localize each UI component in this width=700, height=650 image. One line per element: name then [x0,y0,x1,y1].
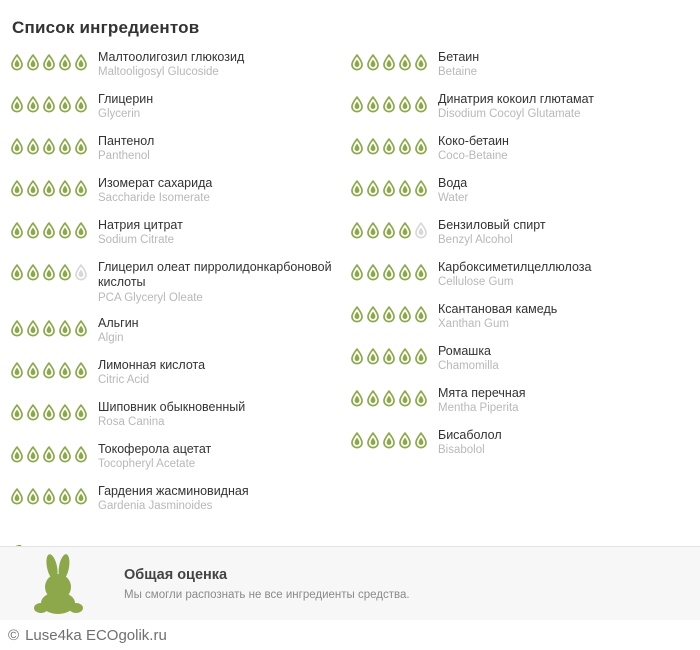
score-text-group [120,567,410,601]
drop-filled-icon [26,362,40,379]
ingredient-row [350,50,700,92]
ingredient-names [82,218,183,247]
drop-filled-icon [366,96,380,113]
drop-filled-icon [10,446,24,463]
ingredient-name-en: Disodium Cocoyl Glutamate [438,108,581,121]
bunny-icon [0,553,120,615]
rating-drops [350,134,422,155]
drop-filled-icon [10,488,24,505]
drop-filled-icon [382,54,396,71]
ingredient-name-ru[interactable]: Пантенол [98,134,155,148]
ingredient-row [10,260,350,316]
ingredient-name-ru[interactable]: Динатрия кокоил глютамат [438,92,595,106]
drop-filled-icon [10,222,24,239]
rating-drops [10,50,82,71]
drop-filled-icon [398,390,412,407]
drop-filled-icon [350,54,364,71]
drop-filled-icon [382,390,396,407]
ingredient-name-ru[interactable]: Альгин [98,316,139,330]
ingredient-names [82,442,211,471]
ingredient-names [82,484,249,513]
drop-filled-icon [58,180,72,197]
drop-filled-icon [74,222,88,239]
rating-drops [10,484,82,505]
ingredient-name-ru[interactable]: Мята перечная [438,386,526,400]
drop-filled-icon [58,96,72,113]
ingredient-name-ru[interactable]: Гардения жасминовидная [98,484,249,498]
ingredient-name-en: Saccharide Isomerate [98,192,210,205]
drop-filled-icon [398,96,412,113]
drop-filled-icon [350,96,364,113]
drop-filled-icon [42,54,56,71]
drop-filled-icon [398,54,412,71]
rating-drops [10,316,82,337]
drop-filled-icon [74,54,88,71]
drop-filled-icon [58,362,72,379]
rating-drops [10,134,82,155]
drop-filled-icon [350,264,364,281]
drop-filled-icon [74,488,88,505]
drop-filled-icon [366,264,380,281]
drop-filled-icon [382,138,396,155]
ingredients-column-left [0,50,350,526]
ingredient-name-ru[interactable]: Изомерат сахарида [98,176,213,190]
drop-filled-icon [366,138,380,155]
drop-filled-icon [414,348,428,365]
ingredient-names [422,218,546,247]
ingredient-name-ru[interactable]: Лимонная кислота [98,358,206,372]
drop-filled-icon [42,222,56,239]
drop-filled-icon [398,222,412,239]
ingredient-name-en: Bisabolol [438,444,485,457]
ingredient-names [422,176,468,205]
drop-filled-icon [74,362,88,379]
drop-filled-icon [414,432,428,449]
drop-filled-icon [350,390,364,407]
ingredient-row [10,358,350,400]
drop-filled-icon [74,96,88,113]
drop-filled-icon [58,264,72,281]
ingredient-names [422,302,557,331]
ingredient-name-en: Xanthan Gum [438,318,509,331]
drop-filled-icon [10,404,24,421]
drop-filled-icon [414,390,428,407]
ingredient-row [350,386,700,428]
ingredient-name-en: Sodium Citrate [98,234,175,247]
drop-filled-icon [10,180,24,197]
ingredient-name-en: PCA Glyceryl Oleate [98,291,203,304]
drop-filled-icon [382,264,396,281]
drop-filled-icon [350,432,364,449]
drop-filled-icon [58,446,72,463]
ingredient-name-en: Coco-Betaine [438,150,508,163]
rating-drops [350,92,422,113]
drop-filled-icon [414,180,428,197]
rating-drops [350,260,422,281]
drop-filled-icon [350,306,364,323]
drop-filled-icon [10,96,24,113]
ingredient-names [422,260,591,289]
ingredient-row [350,428,700,470]
drop-filled-icon [350,222,364,239]
ingredient-name-ru[interactable]: Малтоолигозил глюкозид [98,50,245,64]
ingredient-names [82,316,139,345]
rating-drops [10,442,82,463]
ingredient-name-ru[interactable]: Натрия цитрат [98,218,183,232]
ingredient-name-en: Water [438,192,469,205]
ingredient-row [10,218,350,260]
drop-filled-icon [74,138,88,155]
drop-filled-icon [42,180,56,197]
rating-drops [350,386,422,407]
ingredient-row [350,176,700,218]
rating-drops [350,218,422,239]
ingredient-name-en: Maltooligosyl Glucoside [98,66,219,79]
drop-filled-icon [74,320,88,337]
drop-filled-icon [26,96,40,113]
drop-filled-icon [10,264,24,281]
drop-filled-icon [366,54,380,71]
drop-filled-icon [382,306,396,323]
ingredient-name-en: Rosa Canina [98,416,165,429]
ingredient-names [422,344,499,373]
ingredient-name-ru[interactable]: Токоферола ацетат [98,442,212,456]
ingredient-row [10,316,350,358]
ingredient-names [422,428,502,457]
drop-filled-icon [26,180,40,197]
drop-filled-icon [26,488,40,505]
drop-filled-icon [42,320,56,337]
ingredient-row [350,344,700,386]
ingredient-name-en: Citric Acid [98,374,150,387]
drop-filled-icon [10,362,24,379]
ingredient-name-en: Mentha Piperita [438,402,519,415]
drop-filled-icon [350,138,364,155]
drop-filled-icon [398,180,412,197]
drop-empty-icon [74,264,88,281]
ingredient-name-ru[interactable]: Карбоксиметилцеллюлоза [438,260,592,274]
ingredient-names [82,134,154,163]
drop-filled-icon [74,180,88,197]
rating-drops [10,218,82,239]
ingredient-row [350,92,700,134]
rating-drops [10,176,82,197]
drop-filled-icon [42,362,56,379]
ingredient-name-en: Gardenia Jasminoides [98,500,213,513]
overall-score-block [0,547,700,620]
drop-filled-icon [58,404,72,421]
drop-filled-icon [26,446,40,463]
rating-drops [350,428,422,449]
ingredients-column-right [350,50,700,526]
ingredient-names [422,50,479,79]
ingredient-row [10,92,350,134]
drop-filled-icon [26,404,40,421]
ingredient-names [82,176,212,205]
drop-filled-icon [26,54,40,71]
drop-filled-icon [414,306,428,323]
drop-filled-icon [42,264,56,281]
ingredient-name-en: Benzyl Alcohol [438,234,513,247]
drop-filled-icon [366,432,380,449]
ingredient-row [10,176,350,218]
ingredient-name-ru[interactable]: Ксантановая камедь [438,302,558,316]
ingredient-name-ru[interactable]: Шиповник обыкновенный [98,400,246,414]
drop-filled-icon [26,320,40,337]
drop-filled-icon [398,348,412,365]
ingredient-name-ru[interactable]: Бетаин [438,50,480,64]
drop-filled-icon [366,180,380,197]
score-subtitle: Мы смогли распознать не все ингредиенты средства. [124,588,410,601]
score-title: Общая оценка [124,566,228,583]
drop-filled-icon [350,348,364,365]
ingredient-row [10,484,350,526]
drop-filled-icon [58,138,72,155]
rating-drops [350,176,422,197]
drop-filled-icon [382,96,396,113]
drop-filled-icon [414,54,428,71]
ingredient-row [350,218,700,260]
rating-drops [350,302,422,323]
copyright-symbol: © [8,626,20,644]
drop-filled-icon [42,446,56,463]
rating-drops [10,358,82,379]
drop-filled-icon [42,404,56,421]
drop-filled-icon [382,348,396,365]
drop-filled-icon [366,222,380,239]
drop-filled-icon [58,222,72,239]
page-title: Список ингредиентов [12,18,200,37]
ingredient-name-en: Cellulose Gum [438,276,514,289]
bottom-credit-bar [0,620,700,650]
ingredient-row [10,50,350,92]
drop-filled-icon [26,264,40,281]
drop-filled-icon [74,446,88,463]
rating-drops [10,400,82,421]
ingredient-names [82,358,205,387]
ingredient-name-en: Glycerin [98,108,141,121]
drop-filled-icon [42,488,56,505]
drop-filled-icon [382,432,396,449]
ingredient-name-ru[interactable]: Бензиловый спирт [438,218,546,232]
ingredient-name-ru[interactable]: Глицерил олеат пирролидонкарбоновой кислоты [98,260,332,290]
ingredient-names [82,260,350,305]
ingredient-name-en: Tocopheryl Acetate [98,458,196,471]
drop-filled-icon [74,404,88,421]
ingredient-names [82,92,153,121]
drop-filled-icon [414,96,428,113]
rating-drops [10,260,82,281]
ingredient-names [422,92,594,121]
drop-filled-icon [10,54,24,71]
ingredient-name-ru[interactable]: Вода [438,176,468,190]
drop-filled-icon [366,306,380,323]
drop-filled-icon [366,348,380,365]
drop-filled-icon [350,180,364,197]
ingredient-name-ru[interactable]: Бисаболол [438,428,502,442]
ingredient-row [10,134,350,176]
drop-filled-icon [26,222,40,239]
ingredient-name-ru[interactable]: Коко-бетаин [438,134,509,148]
rating-drops [10,92,82,113]
rating-drops [350,344,422,365]
drop-filled-icon [26,138,40,155]
ingredient-names [422,134,509,163]
drop-filled-icon [398,264,412,281]
ingredient-names [422,386,526,415]
credit-text: Luse4ka ECOgolik.ru [25,626,167,644]
ingredient-name-en: Panthenol [98,150,150,163]
drop-filled-icon [414,264,428,281]
drop-filled-icon [414,138,428,155]
ingredient-names [82,400,245,429]
ingredient-row [350,302,700,344]
ingredient-row [350,134,700,176]
ingredient-name-en: Betaine [438,66,478,79]
drop-filled-icon [382,222,396,239]
rating-drops [350,50,422,71]
drop-filled-icon [366,390,380,407]
drop-filled-icon [42,138,56,155]
drop-filled-icon [10,320,24,337]
ingredient-name-ru[interactable]: Глицерин [98,92,154,106]
ingredient-row [10,442,350,484]
drop-filled-icon [58,488,72,505]
ingredient-name-en: Algin [98,332,124,345]
drop-filled-icon [58,320,72,337]
ingredient-name-ru[interactable]: Ромашка [438,344,492,358]
drop-filled-icon [10,138,24,155]
ingredient-name-en: Chamomilla [438,360,499,373]
ingredient-names [82,50,244,79]
drop-filled-icon [42,96,56,113]
ingredients-columns [0,38,700,526]
drop-filled-icon [398,306,412,323]
drop-filled-icon [398,432,412,449]
ingredient-row [350,260,700,302]
drop-filled-icon [382,180,396,197]
drop-empty-icon [414,222,428,239]
ingredient-row [10,400,350,442]
drop-filled-icon [398,138,412,155]
drop-filled-icon [58,54,72,71]
